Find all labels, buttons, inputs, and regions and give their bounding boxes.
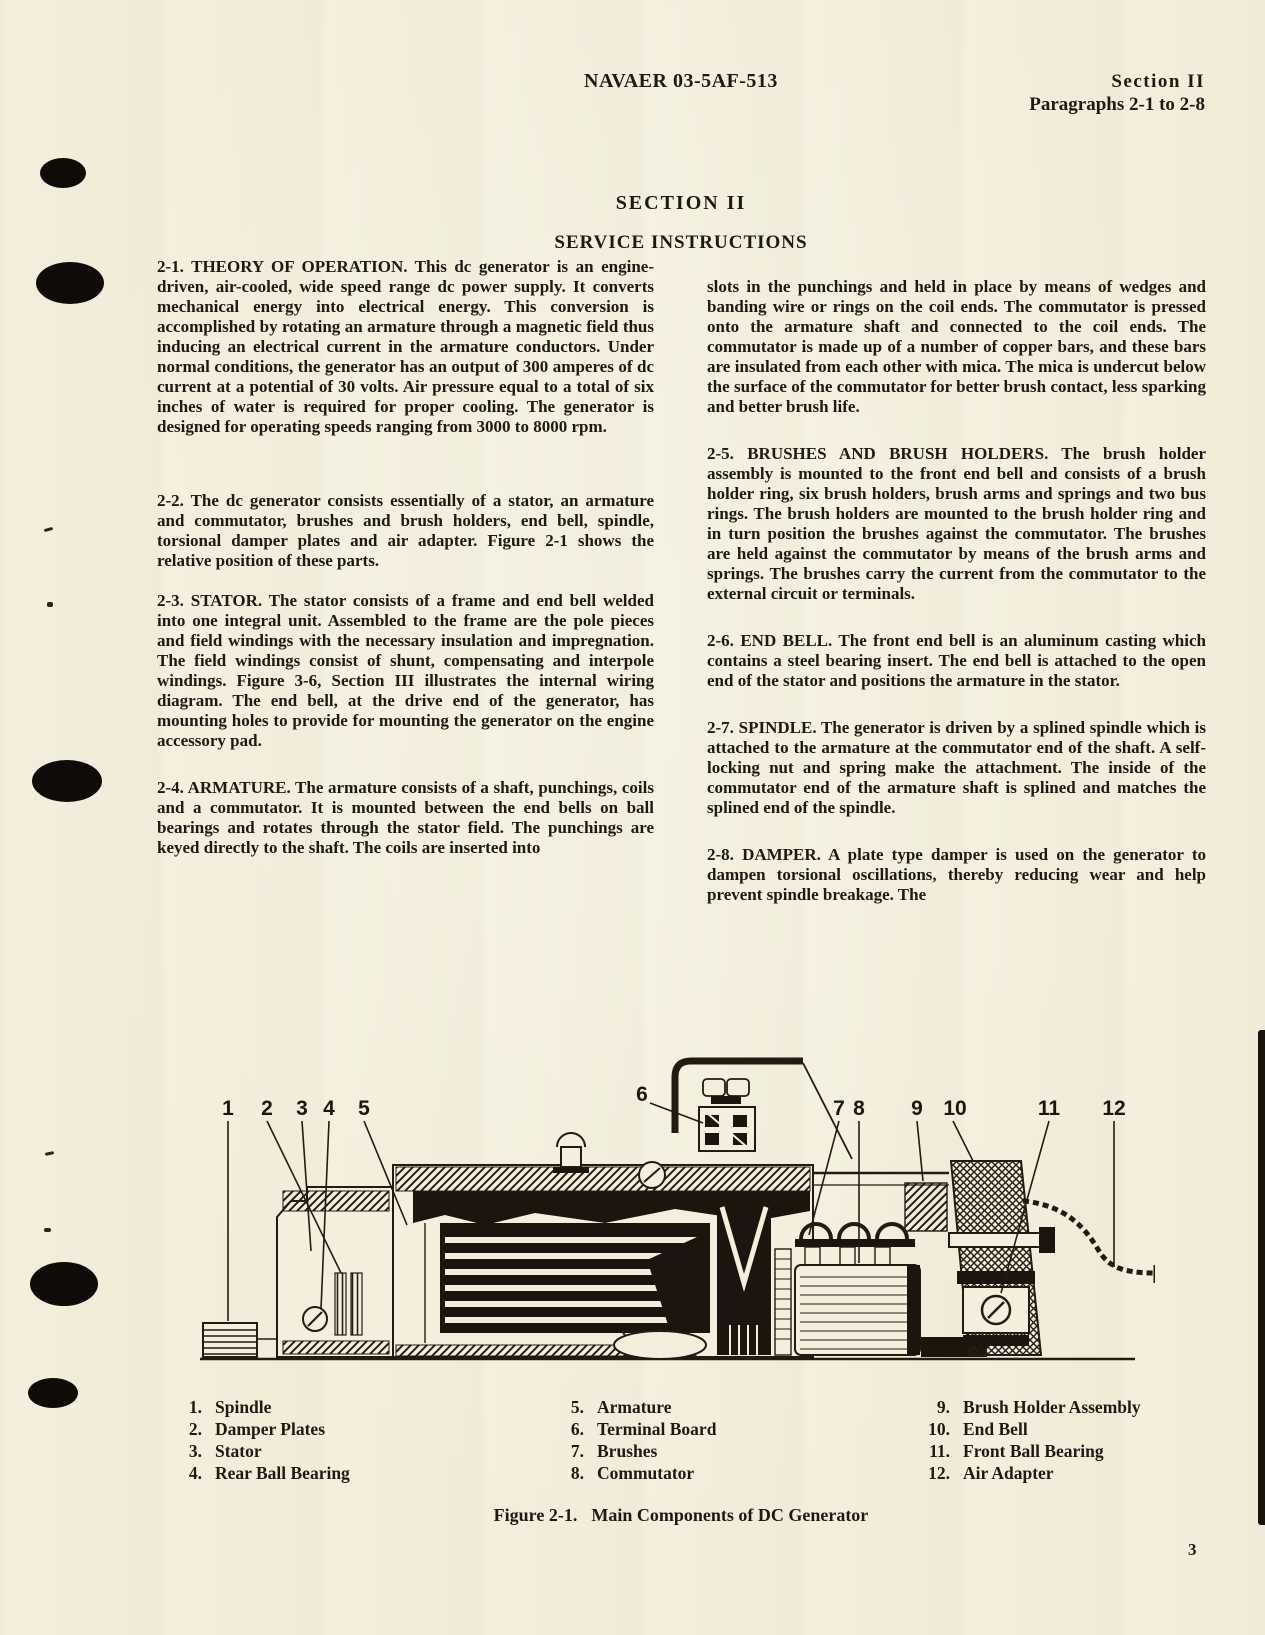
generator-cross-section-figure	[155, 1025, 1155, 1375]
legend-item: 10. End Bell	[928, 1419, 1028, 1439]
paragraph-2-1: 2-1. THEORY OF OPERATION. This dc generator is an engine-driven, air-cooled, wide speed range dc power supply. It converts mechanical energy into electrical energy. This conversion is accomplished by rotating an armature through a magnetic field thus inducing an electrical current in the armature conductors. Under normal conditions, the generator has an output of 300 amperes of dc current at a potential of 30 volts. Air pressure equal to a total of six inches of water is required for proper cooling. The generator is designed for operating speeds ranging from 3000 to 8000 rpm.	[157, 257, 654, 436]
scan-speck	[44, 527, 53, 532]
paragraph-2-2: 2-2. The dc generator consists essentially of a stator, an armature and commutator, brushes and brush holders, end bell, spindle, torsional damper plates and air adapter. Figure 2-1 shows the relative position of these parts.	[157, 491, 654, 570]
callout-9: 9	[911, 1097, 923, 1120]
legend-item: 9. Brush Holder Assembly	[936, 1397, 1141, 1417]
legend-item: 5. Armature	[570, 1397, 672, 1417]
brush-holder-assembly-drawing	[905, 1183, 947, 1231]
callout-3: 3	[296, 1097, 308, 1120]
callout-2: 2	[261, 1097, 273, 1120]
stator-bolt-drawing	[553, 1133, 589, 1173]
legend-item: 3. Stator	[188, 1441, 262, 1461]
legend-column-1	[170, 1396, 552, 1484]
callout-6: 6	[636, 1083, 648, 1106]
legend-item: 6. Terminal Board	[570, 1419, 717, 1439]
rear-housing-drawing	[277, 1187, 393, 1357]
legend-item: 1. Spindle	[188, 1397, 272, 1417]
coupling-drawing	[614, 1331, 706, 1359]
scan-speck	[47, 602, 53, 607]
callout-4: 4	[323, 1097, 335, 1120]
paragraph-2-5: 2-5. BRUSHES AND BRUSH HOLDERS. The brush holder assembly is mounted to the front end bell and consists of a brush holder ring, six brush holders, brush arms and springs and two bus rings. The brush holders are mounted to the brush holder ring and in turn position the brushes against the commutator. The brushes are held against the commutator by means of the brush arms and springs. The brushes carry the current from the commutator to the external circuit or terminals.	[707, 444, 1206, 603]
terminal-board-drawing	[675, 1061, 852, 1159]
scan-blob	[32, 760, 102, 802]
paragraph-2-3: 2-3. STATOR. The stator consists of a frame and end bell welded into one integral unit. Assembled to the frame are the pole pieces and field windings with the necessary insulation and impregnation. The field windings consist of shunt, compensating and interpole windings. Figure 3-6, Section III illustrates the internal wiring diagram. The end bell, at the drive end of the generator, has mounting holes to provide for mounting the generator on the engine accessory pad.	[157, 591, 654, 750]
scan-speck	[44, 1228, 51, 1232]
document-number: NAVAER 03-5AF-513	[584, 70, 778, 92]
figure-legend	[170, 1396, 1180, 1484]
scan-blob	[28, 1378, 78, 1408]
callout-1: 1	[222, 1097, 234, 1120]
legend-item: 2. Damper Plates	[188, 1419, 325, 1439]
callout-8: 8	[853, 1097, 865, 1120]
callout-10: 10	[943, 1097, 967, 1120]
right-column	[707, 257, 1206, 905]
paragraph-2-4: 2-4. ARMATURE. The armature consists of a shaft, punchings, coils and a commutator. It is mounted between the end bells on ball bearings and rotates through the stator field. The punchings are keyed directly to the shaft. The coils are inserted into	[157, 778, 654, 857]
callout-11: 11	[1037, 1097, 1061, 1120]
paragraph-2-6: 2-6. END BELL. The front end bell is an aluminum casting which contains a steel bearing insert. The end bell is attached to the open end of the stator and positions the armature in the stator.	[707, 631, 1206, 690]
damper-plates-drawing	[351, 1273, 362, 1335]
legend-column-3	[918, 1396, 1178, 1484]
paragraph-reference: Paragraphs 2-1 to 2-8	[1029, 94, 1205, 115]
scan-blob	[30, 1262, 98, 1306]
legend-item: 7. Brushes	[570, 1441, 658, 1461]
figure-caption	[157, 1505, 1205, 1526]
legend-item: 8. Commutator	[570, 1463, 695, 1483]
callout-5: 5	[358, 1097, 370, 1120]
legend-item: 11. Front Ball Bearing	[929, 1441, 1104, 1461]
damper-plates-drawing	[335, 1273, 346, 1335]
left-column	[157, 257, 654, 858]
scan-speck	[45, 1151, 54, 1156]
legend-item: 4. Rear Ball Bearing	[188, 1463, 350, 1483]
figure-caption-label: Figure 2-1.	[493, 1505, 578, 1525]
screw-head-drawing	[639, 1162, 665, 1188]
spindle-drawing	[203, 1323, 277, 1357]
paragraph-2-8: 2-8. DAMPER. A plate type damper is used on the generator to dampen torsional oscillations, thereby reducing wear and help prevent spindle breakage. The	[707, 845, 1206, 904]
header-right	[1029, 70, 1205, 116]
figure-caption-title: Main Components of DC Generator	[591, 1505, 869, 1525]
callout-12: 12	[1102, 1097, 1126, 1120]
section-reference: Section II	[1111, 71, 1205, 92]
scan-blob	[36, 262, 104, 304]
section-title: SECTION II	[615, 192, 747, 214]
legend-column-2	[552, 1396, 918, 1484]
scan-blob	[40, 158, 86, 188]
page-number: 3	[1188, 1540, 1197, 1559]
paragraph-2-4-continued: slots in the punchings and held in place by means of wedges and banding wire or rings on the coil ends. The commutator is pressed onto the armature shaft and connected to the coil ends. The commutator is made up of a number of copper bars, and these bars are insulated from each other with mica. The mica is undercut below the surface of the commutator for better brush contact, less sparking and better brush life.	[707, 277, 1206, 416]
legend-item: 12. Air Adapter	[928, 1463, 1054, 1483]
paragraph-2-7: 2-7. SPINDLE. The generator is driven by a splined spindle which is attached to the armature at the commutator end of the shaft. A self-locking nut and spring make the attachment. The inside of the commutator end of the armature shaft is splined and matches the splined end of the spindle.	[707, 718, 1206, 817]
scan-edge-shadow	[1258, 1030, 1265, 1525]
section-subtitle: SERVICE INSTRUCTIONS	[554, 232, 808, 253]
callout-7: 7	[833, 1097, 845, 1120]
